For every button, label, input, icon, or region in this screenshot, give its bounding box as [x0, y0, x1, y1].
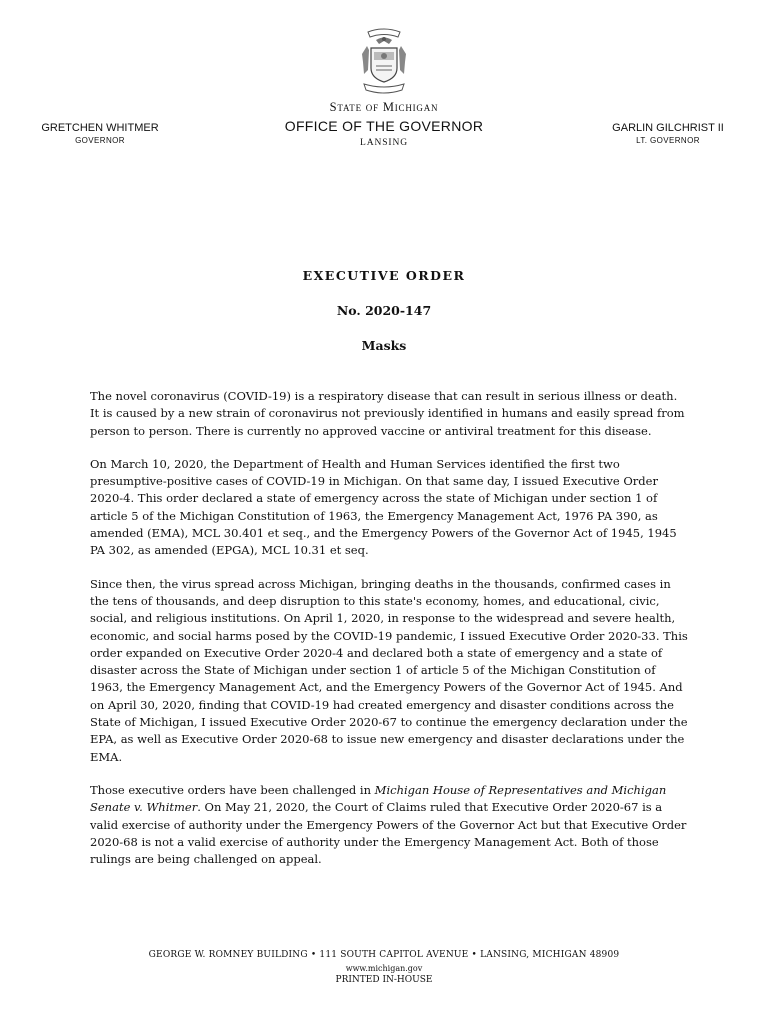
office-name: OFFICE OF THE GOVERNOR — [284, 118, 484, 134]
order-subject: Masks — [361, 338, 407, 353]
body-paragraph-4 — [90, 782, 690, 868]
body-paragraph-1: The novel coronavirus (COVID-19) is a respiratory disease that can result in serious illness or death. It is caused by a new strain of coronavirus not previously identified in humans and easily spread from person to person. There is currently no approved vaccine or antiviral treatment for this disease. — [90, 389, 685, 438]
lt-governor-title: LT. GOVERNOR — [636, 136, 700, 145]
lt-governor-name: GARLIN GILCHRIST II — [612, 122, 724, 134]
order-heading: EXECUTIVE ORDER — [302, 268, 466, 283]
footer-website: www.michigan.gov — [345, 964, 423, 973]
governor-title: GOVERNOR — [75, 136, 125, 145]
michigan-seal-icon — [354, 26, 414, 96]
office-city: LANSING — [360, 138, 408, 148]
body-paragraph-3: Since then, the virus spread across Michigan, bringing deaths in the thousands, confirmed cases in the tens of thousands, and deep disruption to this state's economy, homes, and educational, civic, social, and religious institutions. On April 1, 2020, in response to the widespread and severe health, economic, and social harms posed by the COVID-19 pandemic, I issued Executive Order 2020-33. This order expanded on Executive Order 2020-4 and declared both a state of emergency and a state of disaster across the State of Michigan under section 1 of article 5 of the Michigan Constitution of 1963, the Emergency Management Act, and the Emergency Powers of the Governor Act of 1945. And on April 30, 2020, finding that COVID-19 had created emergency and disaster conditions across the State of Michigan, I issued Executive Order 2020-67 to continue the emergency declaration under the EPA, as well as Executive Order 2020-68 to issue new emergency and disaster declarations under the EMA. — [90, 576, 688, 764]
order-body — [90, 388, 690, 884]
body-paragraph-4-start: Those executive orders have been challenged in — [90, 782, 375, 797]
order-number: No. 2020-147 — [336, 303, 432, 318]
footer-address: GEORGE W. ROMNEY BUILDING • 111 SOUTH CAPITOL AVENUE • LANSING, MICHIGAN 48909 — [148, 950, 620, 960]
state-name: State of Michigan — [329, 100, 439, 114]
body-paragraph-4-rest: . On May 21, 2020, the Court of Claims ruled that Executive Order 2020-67 is a valid exercise of authority under the Emergency Powers of the Governor Act but that Executive Order 2020-68 is not a valid exercise of authority under the Emergency Management Act. Both of those rulings are being challenged on appeal. — [90, 800, 687, 867]
governor-name: GRETCHEN WHITMER — [41, 122, 159, 134]
footer-printed: PRINTED IN-HOUSE — [335, 975, 433, 985]
case-title: Michigan House of Representatives and Michigan Senate v. Whitmer — [90, 782, 667, 815]
body-paragraph-2: On March 10, 2020, the Department of Health and Human Services identified the first two presumptive-positive cases of COVID-19 in Michigan. On that same day, I issued Executive Order 2020-4. This order declared a state of emergency across the state of Michigan under section 1 of article 5 of the Michigan Constitution of 1963, the Emergency Management Act, 1976 PA 390, as amended (EMA), MCL 30.401 et seq., and the Emergency Powers of the Governor Act of 1945, 1945 PA 302, as amended (EPGA), MCL 10.31 et seq. — [90, 456, 677, 558]
